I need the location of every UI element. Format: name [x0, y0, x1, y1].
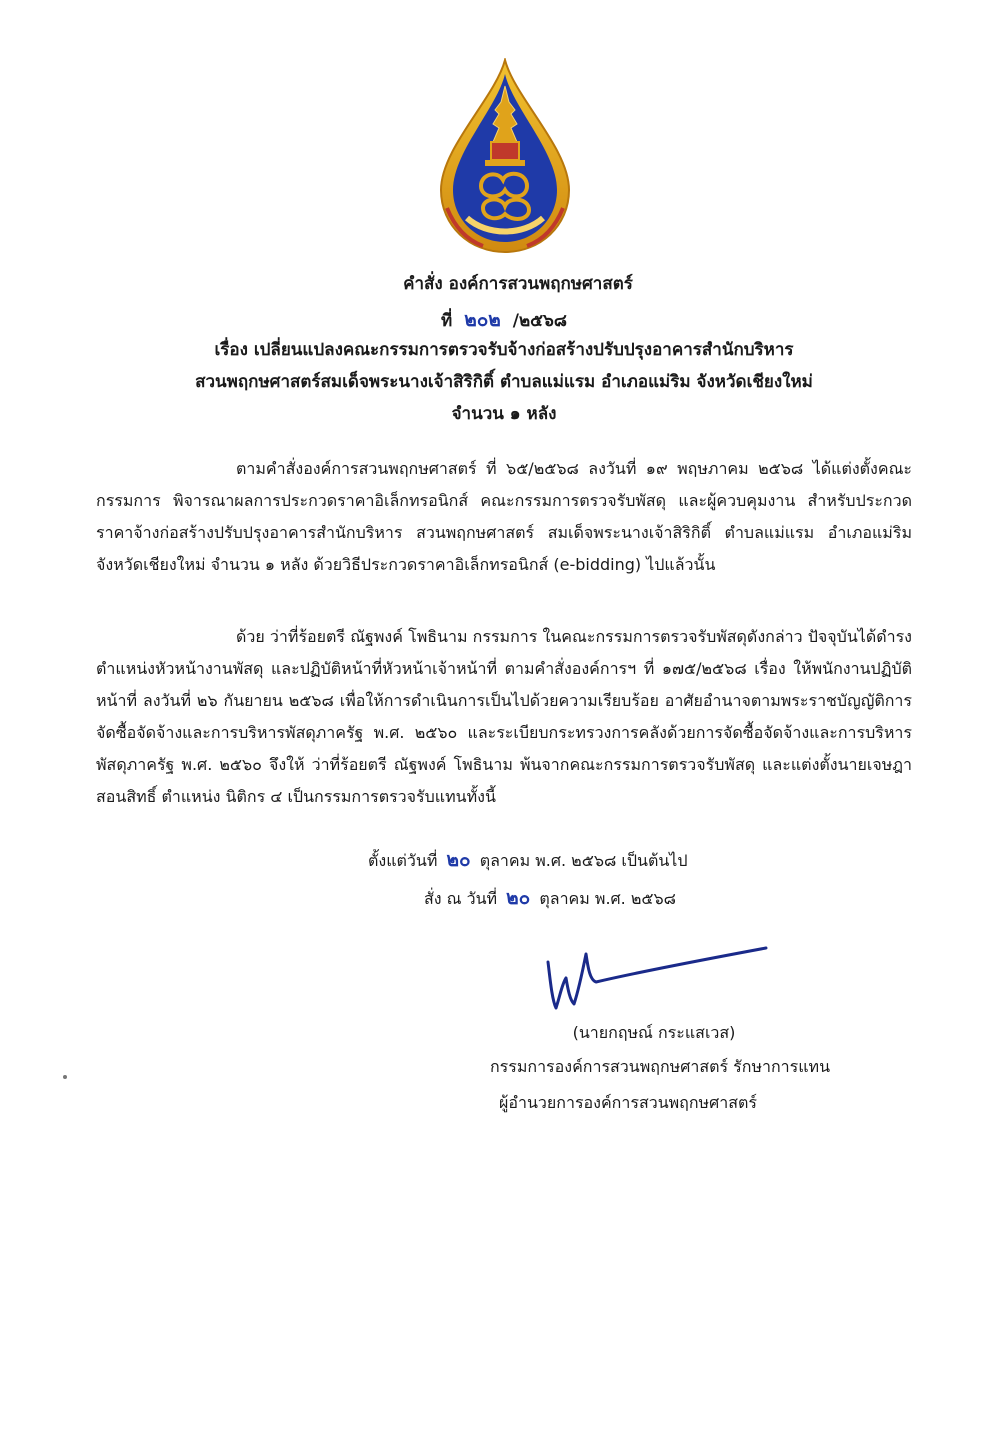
effective-date-line — [368, 846, 688, 875]
subject-line-1: เรื่อง เปลี่ยนแปลงคณะกรรมการตรวจรับจ้างก่อสร้างปรับปรุงอาคารสำนักบริหาร — [214, 340, 794, 360]
ordered-prefix: สั่ง ณ วันที่ — [424, 889, 498, 908]
signature-stroke-icon — [540, 944, 770, 1016]
margin-mark — [63, 1075, 67, 1079]
ordered-suffix: ตุลาคม พ.ศ. ๒๕๖๘ — [539, 889, 677, 908]
emblem-drop-icon — [437, 58, 573, 254]
body-paragraph-2: ด้วย ว่าที่ร้อยตรี ณัฐพงค์ โพธินาม กรรมการ ในคณะกรรมการตรวจรับพัสดุดังกล่าว ปัจจุบันได้ดำรงตำแหน่งหัวหน้างานพัสดุ และปฏิบัติหน้าที่หัวหน้าเจ้าหน้าที่ ตามคำสั่งองค์การฯ ที่ ๑๗๕/๒๕๖๘ เรื่อง ให้พนักงานปฏิบัติหน้าที่ ลงวันที่ ๒๖ กันยายน ๒๕๖๘ เพื่อให้การดำเนินการเป็นไปด้วยความเรียบร้อย อาศัยอำนาจตามพระราชบัญญัติการจัดซื้อจัดจ้างและการบริหารพัสดุภาครัฐ พ.ศ. ๒๕๖๐ และระเบียบกระทรวงการคลังด้วยการจัดซื้อจัดจ้างและการบริหารพัสดุภาครัฐ พ.ศ. ๒๕๖๐ จึงให้ ว่าที่ร้อยตรี ณัฐพงค์ โพธินาม พ้นจากคณะกรรมการตรวจรับพัสดุ และแต่งตั้งนายเจษฎา สอนสิทธิ์ ตำแหน่ง นิติกร ๔ เป็นกรรมการตรวจรับแทนทั้งนี้ — [96, 627, 912, 806]
signatory-title-1: กรรมการองค์การสวนพฤกษศาสตร์ รักษาการแทน — [489, 1057, 831, 1076]
effective-prefix: ตั้งแต่วันที่ — [368, 851, 438, 870]
signatory-name: (นายกฤษณ์ กระแสเวส) — [572, 1023, 736, 1042]
signatory-title-2: ผู้อำนวยการองค์การสวนพฤกษศาสตร์ — [499, 1093, 757, 1112]
ordered-day-handwritten: ๒๐ — [506, 887, 531, 909]
body-paragraph-1: ตามคำสั่งองค์การสวนพฤกษศาสตร์ ที่ ๖๕/๒๕๖๘ ลงวันที่ ๑๙ พฤษภาคม ๒๕๖๘ ได้แต่งตั้งคณะกรรมการ พิจารณาผลการประกวดราคาอิเล็กทรอนิกส์ คณะกรรมการตรวจรับพัสดุ และผู้ควบคุมงาน สำหรับประกวดราคาจ้างก่อสร้างปรับปรุงอาคารสำนักบริหาร สวนพฤกษศาสตร์ สมเด็จพระนางเจ้าสิริกิติ์ ตำบลแม่แรม อำเภอแม่ริม จังหวัดเชียงใหม่ จำนวน ๑ หลัง ด้วยวิธีประกวดราคาอิเล็กทรอนิกส์ (e-bidding) ไปแล้วนั้น — [96, 459, 912, 574]
order-number-handwritten: ๒๐๒ — [464, 309, 501, 331]
handwritten-signature — [540, 944, 770, 1016]
order-number-year: /๒๕๖๘ — [512, 311, 567, 331]
organization-emblem — [437, 58, 573, 254]
order-number — [0, 306, 1008, 335]
subject-line-3: จำนวน ๑ หลัง — [451, 404, 557, 424]
order-heading: คำสั่ง องค์การสวนพฤกษศาสตร์ — [403, 274, 633, 294]
order-number-prefix: ที่ — [441, 311, 453, 331]
subject-line-2: สวนพฤกษศาสตร์สมเด็จพระนางเจ้าสิริกิติ์ ตำบลแม่แรม อำเภอแม่ริม จังหวัดเชียงใหม่ — [195, 372, 813, 392]
effective-suffix: ตุลาคม พ.ศ. ๒๕๖๘ เป็นต้นไป — [479, 851, 688, 870]
effective-day-handwritten: ๒๐ — [446, 849, 471, 871]
ordered-date-line — [424, 884, 676, 913]
